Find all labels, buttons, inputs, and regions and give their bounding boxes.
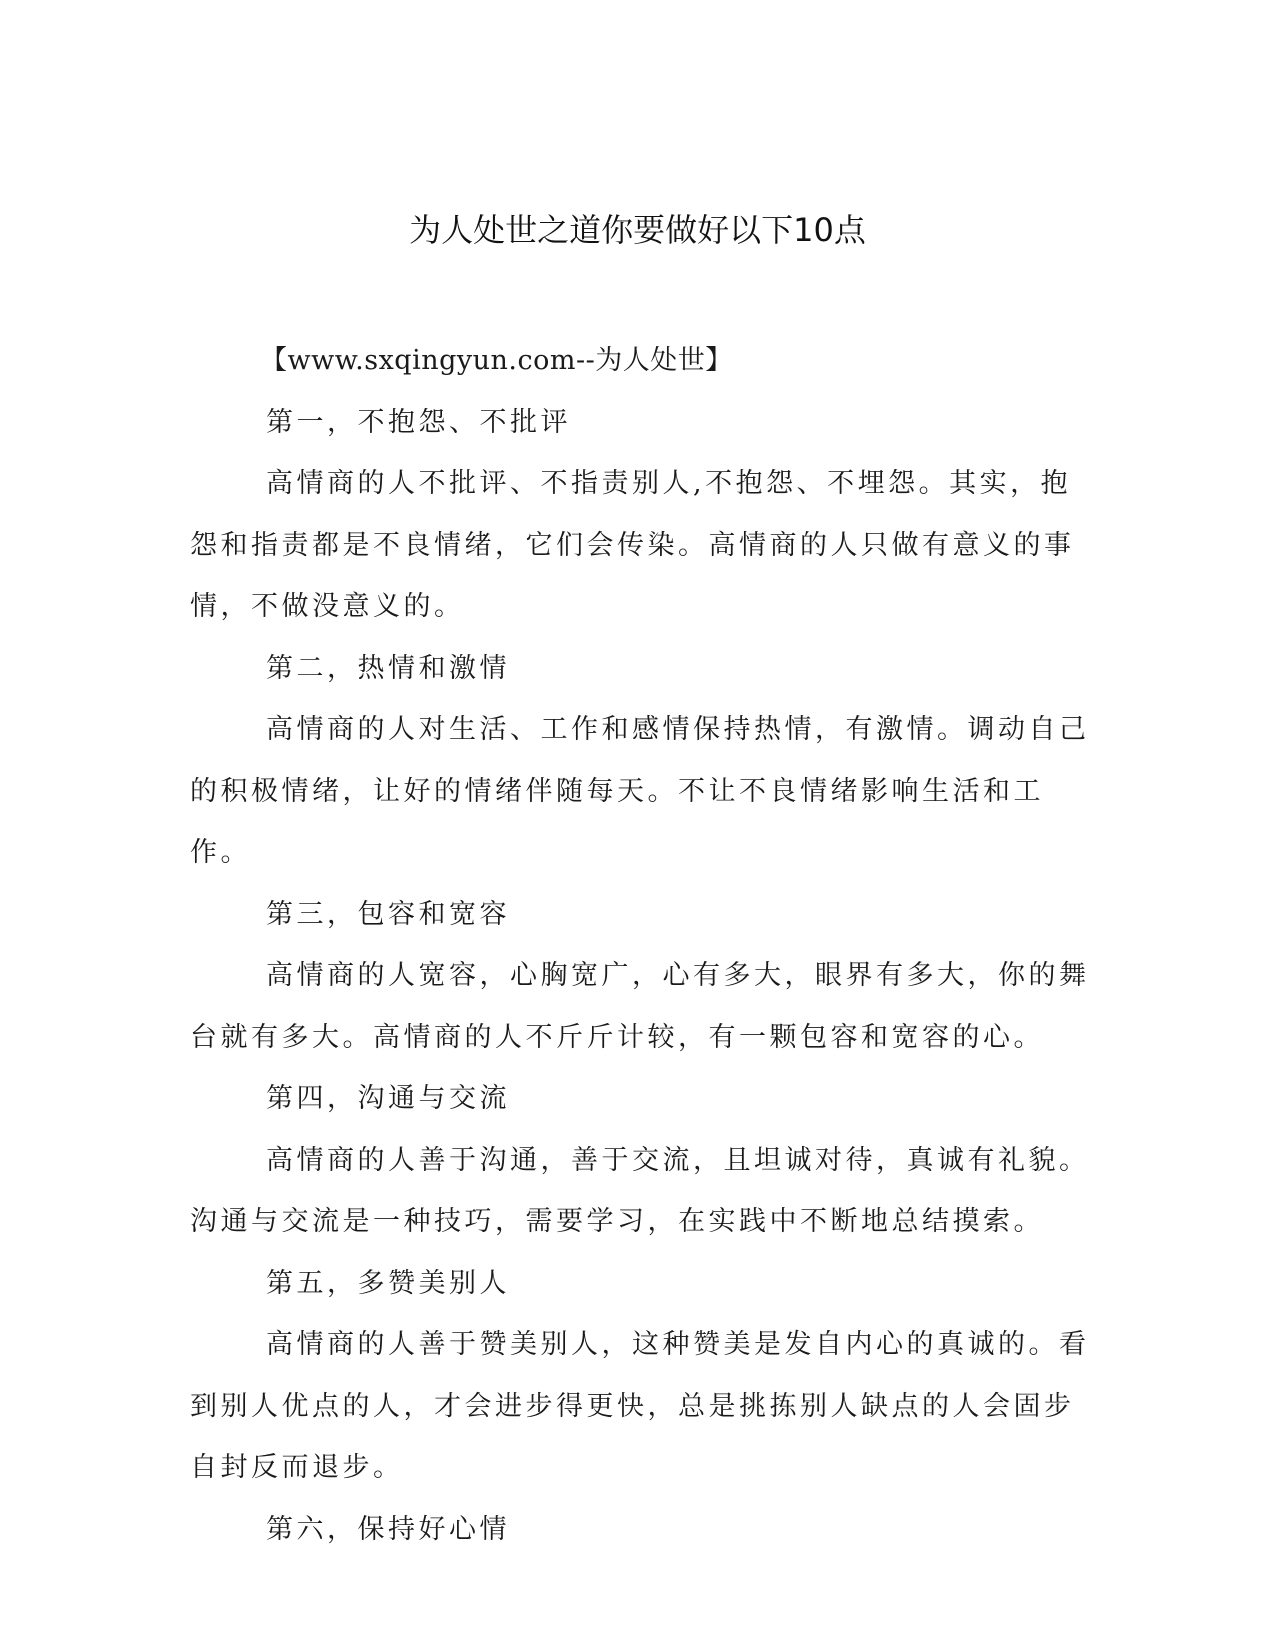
section-heading-5: 第五，多赞美别人 [266,1267,510,1299]
section-heading-2: 第二，热情和激情 [266,652,510,684]
document-body [190,330,1090,1560]
section-paragraph-2: 高情商的人对生活、工作和感情保持热情，有激情。调动自己的积极情绪，让好的情绪伴随每天。不让不良情绪影响生活和工作。 [190,714,1090,868]
section-paragraph-4: 高情商的人善于沟通，善于交流，且坦诚对待，真诚有礼貌。沟通与交流是一种技巧，需要学习，在实践中不断地总结摸索。 [190,1144,1090,1237]
section-heading-4: 第四，沟通与交流 [266,1083,510,1114]
section-paragraph-5: 高情商的人善于赞美别人，这种赞美是发自内心的真诚的。看到别人优点的人，才会进步得更快，总是挑拣别人缺点的人会固步自封反而退步。 [190,1329,1090,1483]
document-title: 为人处世之道你要做好以下10点 [409,211,866,249]
section-heading-6: 第六，保持好心情 [266,1513,510,1545]
section-heading-1: 第一，不抱怨、不批评 [266,406,571,438]
section-paragraph-1: 高情商的人不批评、不指责别人,不抱怨、不埋怨。其实，抱怨和指责都是不良情绪，它们会传染。高情商的人只做有意义的事情，不做没意义的。 [190,468,1075,622]
section-heading-3: 第三，包容和宽容 [266,898,510,930]
source-tag: 【www.sxqingyun.com--为人处世】 [260,345,733,376]
section-paragraph-3: 高情商的人宽容，心胸宽广，心有多大，眼界有多大，你的舞台就有多大。高情商的人不斤斤计较，有一颗包容和宽容的心。 [190,960,1090,1053]
